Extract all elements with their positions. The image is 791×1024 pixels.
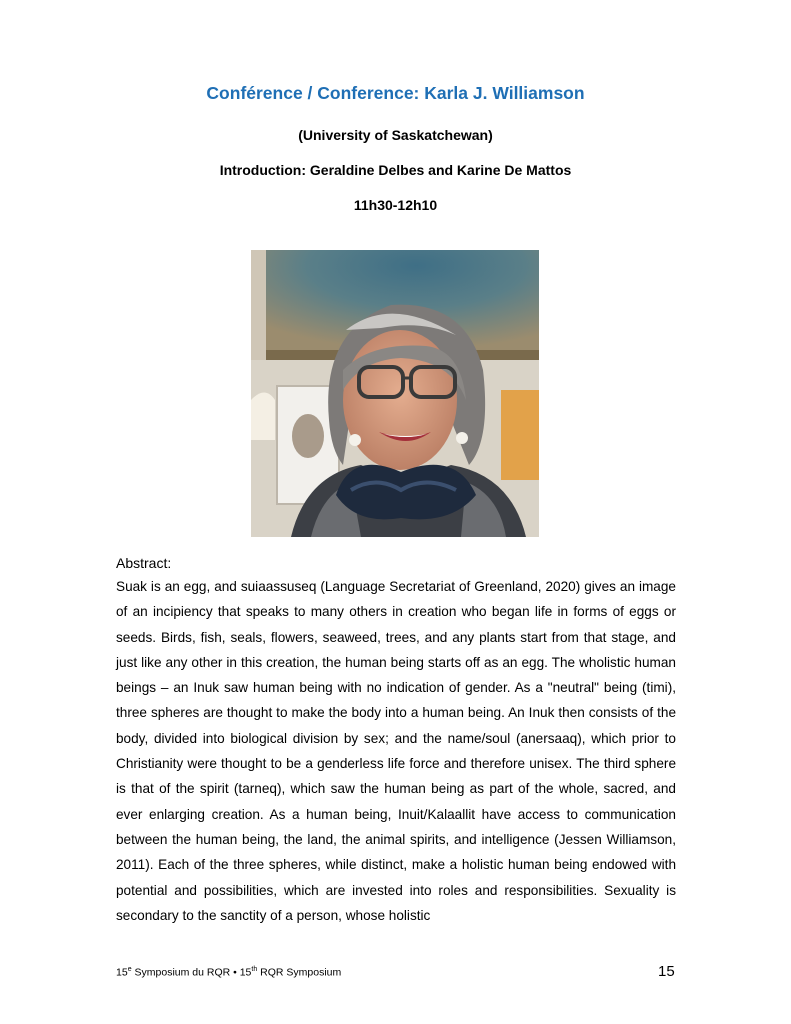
footer-part3: RQR Symposium [257, 966, 342, 979]
footer-part2: Symposium du RQR • 15 [131, 966, 252, 979]
speaker-photo [251, 250, 539, 537]
footer-sup2: th [251, 966, 258, 973]
conference-title: Conférence / Conference: Karla J. Williamson [206, 83, 585, 103]
speaker-affiliation: (University of Saskatchewan) [298, 127, 493, 143]
abstract-label: Abstract: [116, 555, 172, 571]
abstract-text: Suak is an egg, and suiaassuseq (Language Secretariat of Greenland, 2020) gives an image of an incipiency that speaks to many others in creation who began life in forms of eggs or seeds. Birds, fish, seals, flowers, seaweed, trees, and any plants start from that stage, and just like any other in this creation, the human being starts off as an egg. The wholistic human beings – an Inuk saw human being with no indication of gender. As a "neutral" being (timi), three spheres are thought to make the body into a human being. An Inuk then consists of the body, divided into biological division by sex; and the name/soul (anersaaq), which prior to Christianity were thought to be a genderless life force and therefore unisex. The third sphere is that of the spirit (tarneq), which saw the human being as part of the whole, sacred, and ever enlarging creation. As a human being, Inuit/Kalaallit have access to communication between the human being, the land, the animal spirits, and intelligence (Jessen Williamson, 2011). Each of the three spheres, while distinct, make a holistic human being endowed with potential and possibilities, which are invested into roles and responsibilities. Sexuality is secondary to the sanctity of a person, whose holistic [116, 579, 676, 923]
footer-symposium [116, 966, 341, 979]
page-number: 15 [658, 963, 675, 980]
footer-part1: 15 [116, 966, 128, 979]
footer-sup1: e [127, 966, 132, 973]
session-time: 11h30-12h10 [353, 197, 438, 213]
introduction-line: Introduction: Geraldine Delbes and Karine De Mattos [219, 162, 572, 178]
